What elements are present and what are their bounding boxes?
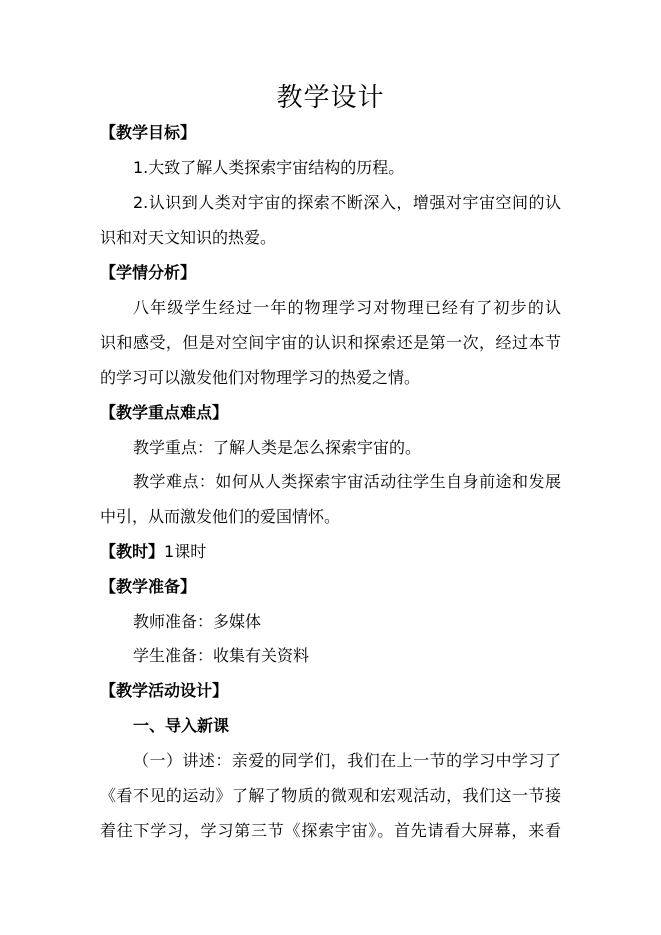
goal-item-2-line-2: 识和对天文知识的热爱。 bbox=[100, 228, 277, 247]
activity-paragraph-line-3: 着往下学习，学习第三节《探索宇宙》。首先请看大屏幕，来看 bbox=[100, 821, 561, 840]
preparation-heading: 【教学准备】 bbox=[100, 577, 197, 596]
goal-item-1: 1.大致了解人类探索宇宙结构的历程。 bbox=[133, 158, 405, 177]
student-preparation: 学生准备：收集有关资料 bbox=[133, 646, 310, 665]
teacher-preparation: 教师准备：多媒体 bbox=[133, 612, 262, 631]
hours-value: 1课时 bbox=[164, 542, 207, 561]
key-point: 教学重点：了解人类是怎么探索宇宙的。 bbox=[133, 438, 422, 457]
activity-heading: 【教学活动设计】 bbox=[100, 681, 229, 700]
analysis-line-1: 八年级学生经过一年的物理学习对物理已经有了初步的认 bbox=[133, 298, 561, 317]
key-points-heading: 【教学重点难点】 bbox=[100, 403, 229, 422]
page-title: 教学设计 bbox=[276, 83, 385, 113]
goal-item-2-line-1: 2.认识到人类对宇宙的探索不断深入，增强对宇宙空间的认 bbox=[133, 193, 561, 212]
difficulty-line-2: 中引，从而激发他们的爱国情怀。 bbox=[100, 507, 341, 526]
analysis-heading: 【学情分析】 bbox=[100, 263, 197, 282]
hours-heading: 【教时】 bbox=[100, 542, 165, 561]
hours-row bbox=[100, 541, 206, 563]
activity-paragraph-line-2: 《看不见的运动》了解了物质的微观和宏观活动，我们这一节接 bbox=[100, 786, 561, 805]
section-1-heading: 一、导入新课 bbox=[133, 716, 230, 735]
analysis-line-2: 识和感受，但是对空间宇宙的认识和探索还是第一次，经过本节 bbox=[100, 333, 561, 352]
analysis-line-3: 的学习可以激发他们对物理学习的热爱之情。 bbox=[100, 368, 421, 387]
goals-heading: 【教学目标】 bbox=[100, 123, 197, 142]
difficulty-line-1: 教学难点：如何从人类探索宇宙活动往学生自身前途和发展 bbox=[133, 472, 561, 491]
activity-paragraph-line-1: （一）讲述：亲爱的同学们，我们在上一节的学习中学习了 bbox=[133, 751, 561, 770]
